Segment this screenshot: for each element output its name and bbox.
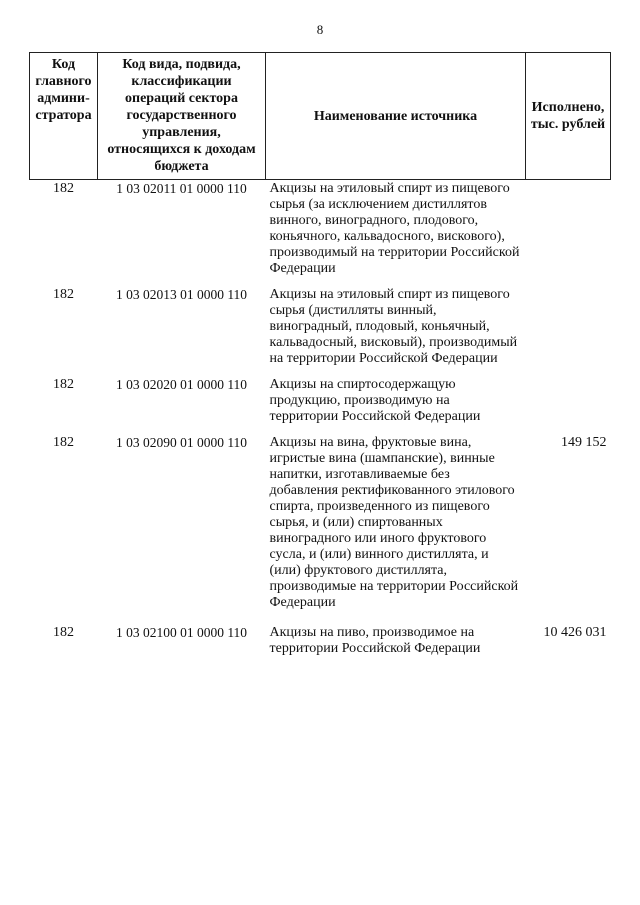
table-row [30, 180, 611, 287]
table-row [30, 620, 611, 666]
classification-code-cell: 1 03 02100 01 0000 110 [115, 625, 248, 640]
amount-cell: 149 152 [561, 435, 607, 450]
admin-code-cell: 182 [53, 377, 74, 392]
page-number: 8 [316, 22, 324, 37]
source-name-cell: Акцизы на вина, фруктовые вина, игристые вина (шампанские), винные напитки, изготавливаемые без добавления ректификованного этилового спирта, произведенного из пищевого сырья, и (или) спиртованных виноградного или иного фруктового сусла, и (или) винного дистиллята, и (или) фруктового дистиллята, производимые на территории Российской Федерации [269, 435, 519, 610]
header-source-name: Наименование источника [266, 53, 526, 180]
amount-cell [526, 286, 611, 376]
classification-code-cell: 1 03 02090 01 0000 110 [115, 435, 248, 450]
admin-code-cell: 182 [53, 287, 74, 302]
source-name-cell: Акцизы на пиво, производимое на территории Российской Федерации [269, 625, 481, 656]
classification-code-cell: 1 03 02013 01 0000 110 [115, 287, 248, 302]
source-name-cell: Акцизы на этиловый спирт из пищевого сырья (дистилляты винный, виноградный, плодовый, коньячный, кальвадосный, висковый), производимый на территории Российской Федерации [269, 287, 518, 366]
amount-cell: 10 426 031 [543, 625, 607, 640]
table-header-row [30, 53, 611, 180]
header-type-code: Код вида, подвида, классификации операций сектора государственного управления, относящихся к доходам бюджета [98, 53, 266, 180]
admin-code-cell: 182 [53, 625, 74, 640]
table-row [30, 286, 611, 376]
admin-code-cell: 182 [53, 435, 74, 450]
header-admin-code: Код главного админи-стратора [30, 53, 98, 180]
classification-code-cell: 1 03 02020 01 0000 110 [115, 377, 248, 392]
revenue-table [29, 52, 611, 666]
header-executed: Исполнено, тыс. рублей [526, 53, 611, 180]
table-row [30, 376, 611, 434]
table-row [30, 434, 611, 620]
source-name-cell: Акцизы на спиртосодержащую продукцию, производимую на территории Российской Федерации [269, 377, 481, 424]
amount-cell [526, 180, 611, 287]
classification-code-cell: 1 03 02011 01 0000 110 [116, 181, 247, 196]
source-name-cell: Акцизы на этиловый спирт из пищевого сырья (за исключением дистиллятов винного, виноградного, плодового, коньячного, кальвадосного, вискового), производимый на территории Российской Федерации [269, 181, 520, 276]
amount-cell [526, 376, 611, 434]
admin-code-cell: 182 [53, 181, 74, 196]
